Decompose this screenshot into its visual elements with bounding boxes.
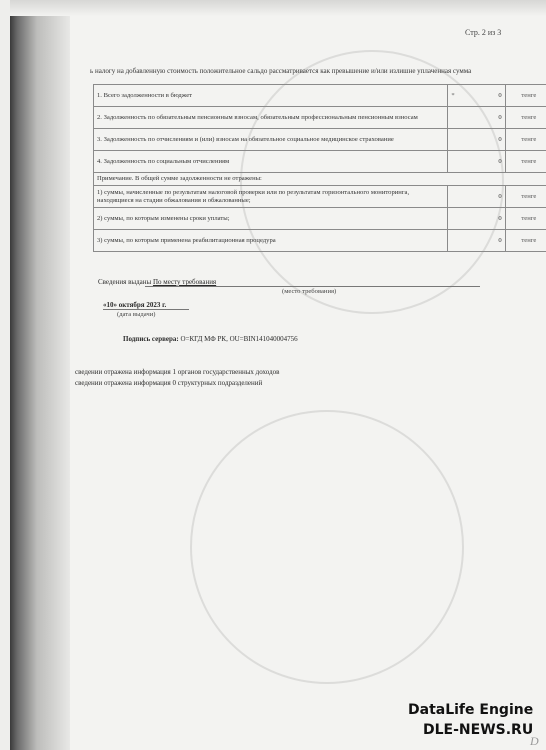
- amount-value: 0: [498, 91, 502, 99]
- debt-table: [93, 84, 546, 252]
- date-underline: [103, 309, 189, 310]
- row-currency: тенге: [505, 85, 546, 107]
- watermark-line-1: DataLife Engine: [408, 702, 534, 718]
- row-label: 4. Задолженность по социальным отчислениям: [94, 151, 448, 173]
- watermark: [408, 700, 533, 740]
- row-amount: 0: [448, 129, 505, 151]
- server-signature: [123, 335, 298, 343]
- signature-value: O=КГД МФ РК, OU=BIN141040004756: [178, 335, 298, 343]
- row-currency: тенге: [505, 129, 546, 151]
- date-caption: (дата выдачи): [117, 311, 156, 318]
- table-row: [94, 173, 546, 186]
- faded-emblem-bottom: [190, 410, 464, 684]
- place-underline: [145, 286, 480, 287]
- page-number: Стр. 2 из 3: [465, 28, 502, 37]
- intro-text: ь налогу на добавленную стоимость положительное сальдо рассматривается как превышение и/или излишне уплаченная сумма: [90, 67, 472, 75]
- row-amount: 0: [448, 107, 505, 129]
- scan-shadow-top: [10, 0, 546, 16]
- row-amount: 0: [448, 186, 505, 208]
- row-mark: *: [451, 91, 455, 99]
- row-currency: тенге: [505, 230, 546, 252]
- row-amount: 0: [448, 151, 505, 173]
- table-row: [94, 107, 546, 129]
- table-row: [94, 230, 546, 252]
- row-amount: [448, 85, 505, 107]
- note-title: Примечание. В общей сумме задолженности не отражены:: [94, 173, 546, 186]
- table-row: [94, 208, 546, 230]
- place-caption: (место требования): [282, 288, 337, 295]
- row-amount: 0: [448, 230, 505, 252]
- signature-label: Подпись сервера:: [123, 335, 179, 343]
- row-label: 3. Задолженность по отчислениям и (или) взносам на обязательное социальное медицинское страхование: [94, 129, 448, 151]
- row-currency: тенге: [505, 107, 546, 129]
- table-row: [94, 151, 546, 173]
- issued-place: По месту требования: [152, 278, 217, 286]
- table-row: [94, 85, 546, 107]
- row-currency: тенге: [505, 186, 546, 208]
- watermark-line-2: DLE-NEWS.RU: [423, 722, 534, 738]
- row-label: 3) суммы, по которым применена реабилитационная процедура: [94, 230, 448, 252]
- row-label: 2) суммы, по которым изменены сроки уплаты;: [94, 208, 448, 230]
- row-label: 2. Задолженность по обязательным пенсионным взносам, обязательным профессиональным пенсионным взносам: [94, 107, 448, 129]
- scan-shadow-left: [10, 0, 70, 750]
- row-currency: тенге: [505, 151, 546, 173]
- table-row: [94, 129, 546, 151]
- row-label: 1) суммы, начисленные по результатам налоговой проверки или по результатам горизонтального мониторинга, находящиеся на стадии обжалования и обжалованные;: [94, 186, 448, 208]
- corner-mark: D: [530, 734, 539, 748]
- info-line-2: сведении отражена информация 0 структурных подразделений: [75, 379, 263, 387]
- issued-line: [98, 278, 216, 286]
- table-row: [94, 186, 546, 208]
- row-currency: тенге: [505, 208, 546, 230]
- info-line-1: сведении отражена информация 1 органов государственных доходов: [75, 368, 280, 376]
- row-label: 1. Всего задолженности в бюджет: [94, 85, 448, 107]
- row-amount: 0: [448, 208, 505, 230]
- document-page: [10, 0, 546, 750]
- issued-prefix: Сведения выданы: [98, 278, 152, 286]
- issue-date: «10» октября 2023 г.: [103, 301, 167, 309]
